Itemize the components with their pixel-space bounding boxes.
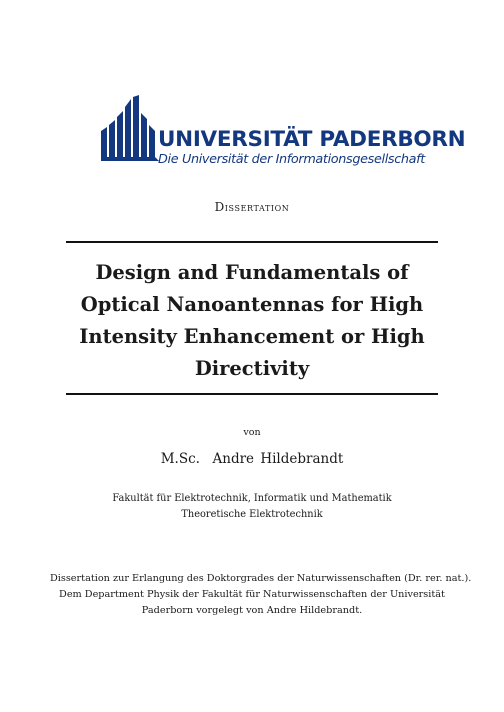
author-name: M.Sc. Andre Hildebrandt	[160, 451, 344, 467]
title-line: Intensity Enhancement or High	[79, 325, 425, 348]
title-rule-top	[66, 241, 438, 243]
degree-note-line: Dissertation zur Erlangung des Doktorgrades der Naturwissenschaften (Dr. rer. nat.).	[50, 573, 472, 584]
title-rule-bottom	[66, 393, 438, 395]
document-type: Dissertation	[214, 200, 290, 214]
affiliation	[0, 491, 504, 523]
degree-note-line: Dem Department Physik der Fakultät für Naturwissenschaften der Universität	[59, 589, 445, 600]
university-logo	[101, 95, 466, 175]
degree-note	[50, 571, 472, 619]
title-line: Design and Fundamentals of	[95, 261, 409, 284]
title-line: Optical Nanoantennas for High	[80, 293, 424, 316]
university-name: UNIVERSITÄT PADERBORN	[158, 127, 466, 152]
title-line: Directivity	[194, 357, 310, 380]
by-label: von	[243, 427, 261, 438]
university-tagline: Die Universität der Informationsgesellschaft	[158, 152, 425, 167]
faculty: Fakultät für Elektrotechnik, Informatik und Mathematik	[112, 493, 392, 504]
dissertation-title	[66, 257, 438, 385]
university-logo-mark-icon	[101, 95, 161, 161]
degree-note-line: Paderborn vorgelegt von Andre Hildebrandt.	[141, 605, 363, 616]
department: Theoretische Elektrotechnik	[181, 509, 323, 520]
